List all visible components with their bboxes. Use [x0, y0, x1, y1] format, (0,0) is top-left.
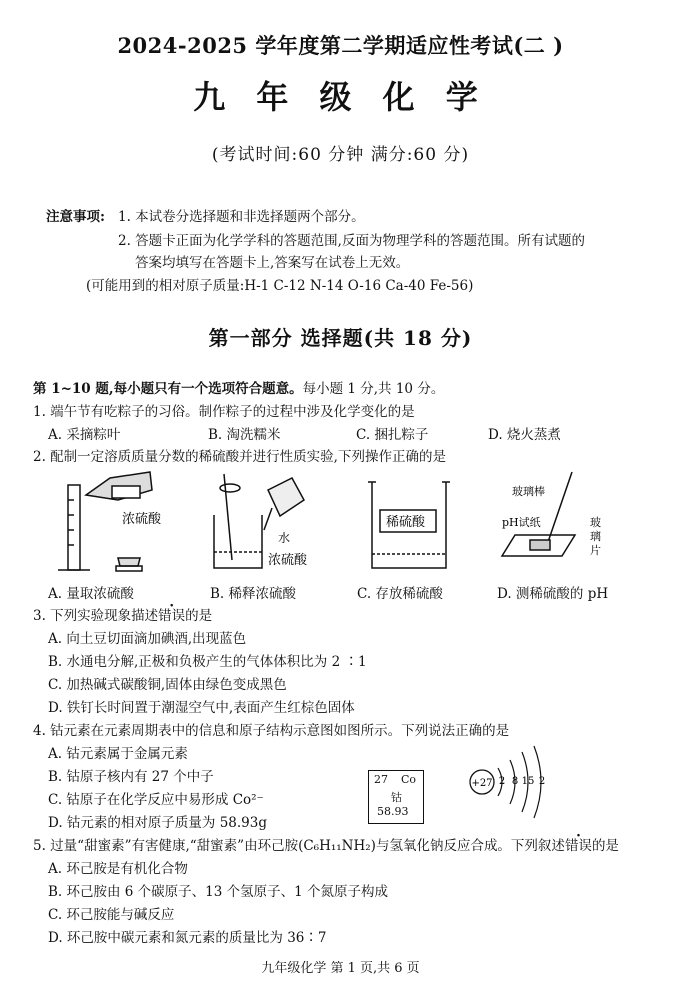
element-name: 钴 — [391, 791, 402, 804]
shell-electrons-2: 8 — [511, 776, 519, 787]
q5-stem-before: 5. 过量“甜蜜素”有害健康,“甜蜜素”由环己胺(C₆H₁₁NH₂)与氢氧化钠反应合成。下列叙述 — [33, 838, 565, 854]
figure-d-label-paper: pH试纸 — [502, 516, 541, 529]
q5-stem-emphasis: 错误 — [564, 838, 592, 854]
q2-option-c: C. 存放稀硫酸 — [357, 586, 443, 602]
q5-option-d: D. 环己胺中碳元素和氮元素的质量比为 36∶7 — [48, 930, 327, 946]
q3-option-b: B. 水通电分解,正极和负极产生的气体体积比为 2 ∶1 — [48, 654, 367, 670]
q1-option-c: C. 捆扎粽子 — [356, 427, 429, 443]
q1-stem: 1. 端午节有吃粽子的习俗。制作粽子的过程中涉及化学变化的是 — [33, 404, 415, 420]
q5-option-b: B. 环己胺由 6 个碳原子、13 个氢原子、1 个氮原子构成 — [48, 884, 389, 900]
part1-heading: 第一部分 选择题(共 18 分) — [208, 326, 473, 350]
shell-electrons-4: 2 — [538, 776, 546, 787]
q2-option-d: D. 测稀硫酸的 pH — [497, 586, 609, 602]
part1-instruction — [33, 377, 444, 397]
atom-structure-diagram — [460, 742, 560, 822]
q3-stem-before: 3. 下列实验现象描述 — [33, 608, 159, 624]
figure-d-label-rod: 玻璃棒 — [512, 485, 545, 498]
page-footer: 九年级化学 第 1 页,共 6 页 — [261, 961, 420, 976]
exam-time-info: (考试时间:60 分钟 满分:60 分) — [211, 145, 470, 165]
figure-d-label-glass-1: 玻 — [590, 516, 601, 529]
q5-stem-after: 的是 — [591, 838, 619, 854]
q5-option-a: A. 环己胺是有机化合物 — [48, 861, 188, 877]
q1-option-a: A. 采摘粽叶 — [48, 427, 121, 443]
q1-option-d: D. 烧火蒸煮 — [488, 427, 561, 443]
figure-b-label-acid: 浓硫酸 — [268, 553, 308, 568]
q3-option-c: C. 加热碱式碳酸铜,固体由绿色变成黑色 — [48, 677, 287, 693]
atomic-masses: (可能用到的相对原子质量:H-1 C-12 N-14 O-16 Ca-40 Fe-56) — [86, 278, 474, 294]
q4-option-b: B. 钴原子核内有 27 个中子 — [48, 769, 214, 785]
q5-stem — [33, 834, 619, 854]
instruction-bold: 第 1~10 题,每小题只有一个选项符合题意。 — [33, 381, 303, 397]
q4-stem: 4. 钴元素在元素周期表中的信息和原子结构示意图如图所示。下列说法正确的是 — [33, 723, 510, 739]
figure-c-label: 稀硫酸 — [386, 515, 426, 530]
figure-d-label-glass-2: 璃 — [590, 530, 601, 543]
q2-figures — [0, 460, 681, 580]
element-mass: 58.93 — [377, 805, 409, 818]
subject-title: 九 年 级 化 学 — [193, 78, 488, 116]
q3-stem-emphasis: 错误 — [158, 608, 186, 624]
notes-item-2-line-2: 答案均填写在答题卡上,答案写在试卷上无效。 — [135, 255, 410, 271]
element-symbol: Co — [401, 773, 417, 786]
figure-b-label-water: 水 — [278, 531, 291, 545]
instruction-rest: 每小题 1 分,共 10 分。 — [302, 381, 445, 397]
figure-a-label-acid: 浓硫酸 — [122, 512, 162, 527]
q2-stem: 2. 配制一定溶质质量分数的稀硫酸并进行性质实验,下列操作正确的是 — [33, 449, 446, 465]
q4-option-d: D. 钴元素的相对原子质量为 58.93g — [48, 815, 268, 831]
q3-option-a: A. 向土豆切面滴加碘酒,出现蓝色 — [48, 631, 247, 647]
notes-item-1: 1. 本试卷分选择题和非选择题两个部分。 — [118, 209, 365, 225]
q2-option-a: A. 量取浓硫酸 — [48, 586, 134, 602]
q4-option-c: C. 钴原子在化学反应中易形成 Co²⁻ — [48, 792, 264, 808]
q5-option-c: C. 环己胺能与碱反应 — [48, 907, 175, 923]
shell-electrons-1: 2 — [498, 776, 506, 787]
q3-stem — [33, 604, 212, 624]
atom-nucleus-charge: +27 — [471, 778, 493, 789]
element-number: 27 — [374, 773, 388, 786]
element-tile — [368, 770, 424, 824]
notes-label: 注意事项: — [46, 209, 105, 225]
q2-option-b: B. 稀释浓硫酸 — [210, 586, 297, 602]
notes-item-2-line-1: 2. 答题卡正面为化学学科的答题范围,反面为物理学科的答题范围。所有试题的 — [118, 233, 585, 249]
q4-option-a: A. 钴元素属于金属元素 — [48, 746, 188, 762]
q1-option-b: B. 淘洗糯米 — [208, 427, 281, 443]
q3-option-d: D. 铁钉长时间置于潮湿空气中,表面产生红棕色固体 — [48, 700, 355, 716]
shell-electrons-3: 15 — [521, 776, 535, 787]
q3-stem-after: 的是 — [185, 608, 213, 624]
exam-title: 2024-2025 学年度第二学期适应性考试(二 ) — [117, 33, 564, 58]
figure-d-label-glass-3: 片 — [590, 544, 601, 557]
